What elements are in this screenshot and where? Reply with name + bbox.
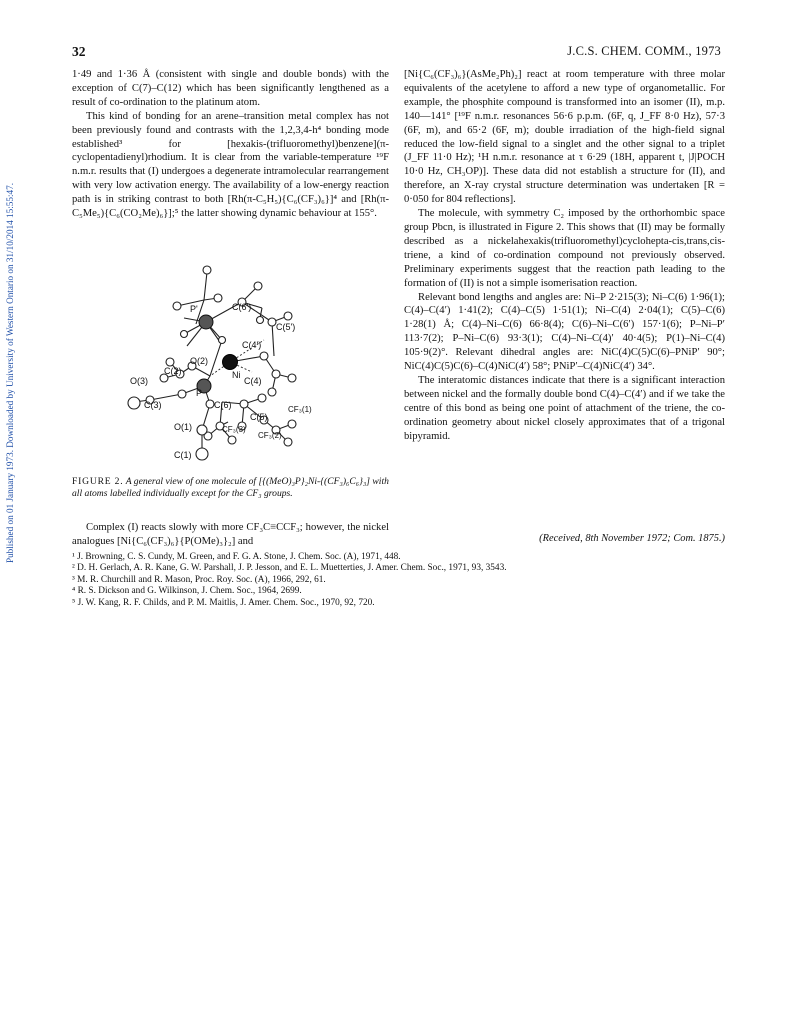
paragraph: Relevant bond lengths and angles are: Ni–P 2·215(3); Ni–C(6) 1·96(1); C(4)–C(4′) 1·41(2); C(4)–C(5) 1·51(1); Ni–C(4) 2·04(1); C(5)–C(6) 1·28(1) Å; C(4)–Ni–C(6) 66·8(4); C(6)–Ni–C(6′) 157·1(6); P–Ni–P′ 113·7(2); P–Ni–C(6) 93·3(1); C(4)–Ni–C(4)′ 40·4(5); P(1)–Ni–C(4) 105·9(2)°. Relevant dihedral angles are: NiC(4)C(5)C(6)–PNiP′ 90°; NiC(4)C(5)C(6)–C(4)NiC(4′) 58°; PNiP′–C(4)NiC(4′) 34°.	[404, 291, 725, 373]
atom-label: Ni	[232, 370, 241, 380]
atom-label: C(4)	[244, 376, 262, 386]
atom-label: O(2)	[190, 356, 208, 366]
atom-label: O(3)	[130, 376, 148, 386]
atom-label: C(5')	[276, 322, 296, 332]
atom-label: CF₃(3)	[222, 425, 246, 434]
figure-caption	[72, 476, 389, 500]
download-watermark	[2, 118, 18, 638]
references	[72, 552, 732, 609]
atom-label: C(6)	[214, 400, 232, 410]
paragraph: [Ni{C₆(CF₃)₆}(AsMe₂Ph)₂] react at room temperature with three molar equivalents of the acetylene to afford a new type of organometallic. For example, the phosphite compound is transformed into an isomer (II), m.p. 140—141° [¹⁹F n.m.r. resonances 56·6 p.p.m. (6F, q, J_FF 8·0 Hz), 57·3 (6F, m), and 65·2 (6F, m); double irradiation of the high-field signal reduced the low-field signal to a singlet and the other signal to a triplet (J_FF 11·0 Hz); ¹H n.m.r. resonance at τ 6·29 (18H, apparent t, |J|POCH 10·0 Hz, CH₃OP)]. These data did not establish a structure for (II), and therefore, an X-ray crystal structure determination was undertaken [R = 0·050 for 804 reflections].	[404, 69, 725, 206]
molecule-figure	[92, 262, 342, 474]
right-column	[404, 68, 725, 443]
reference-item: ³ M. R. Churchill and R. Mason, Proc. Roy. Soc. (A), 1966, 292, 61.	[72, 574, 326, 585]
atom-label: P	[196, 388, 203, 398]
paragraph: The molecule, with symmetry C₂ imposed by the orthorhombic space group Pbcn, is illustrated in Figure 2. This shows that (II) may be formally described as a nickelahexakis(trifluoromethyl)cyclohepta-cis,trans,cis-triene, a kind of co-ordination compound not previously observed. Preliminary experiments suggest that the reaction path leading to the formation of (II) is not a simple isomerisation reaction.	[404, 208, 725, 289]
paragraph: The interatomic distances indicate that there is a significant interaction between nickel and the formally double bond C(4)–C(4′) and if we take the centre of this bond as being one point of attachment of the triene, the co-ordination geometry about nickel closely approximates that of a trigonal bipyramid.	[404, 374, 725, 442]
paragraph: This kind of bonding for an arene–transition metal complex has not been previously found and contrasts with the 1,2,3,4-h⁴ bonding mode established³ for [hexakis-(trifluoromethyl)benzene](π-cyclopentadienyl)rhodium. It is clear from the variable-temperature ¹⁹F n.m.r. results that (I) undergoes a degenerate intramolecular rearrangement with very low activation energy. The availability of a low-energy reaction path is in striking contrast to both [Rh(π-C₅H₅){C₆(CF₃)₆}]⁴ and [Rh(π-C₅Me₅){C₆(CO₂Me)₆}];⁵ the latter showing dynamic behaviour at 155°.	[72, 110, 389, 220]
atom-label: P'	[190, 304, 198, 314]
paragraph: 1·49 and 1·36 Å (consistent with single and double bonds) with the exception of C(7)–C(12) which has been significantly lengthened as a result of co-ordination to the platinum atom.	[72, 69, 389, 108]
figure-caption-text: A general view of one molecule of [{(MeO)₃P}₂Ni-{(CF₃)₆C₆}₃] with all atoms labelled individually except for the CF₃ groups.	[72, 476, 389, 499]
atom-label: CF₃(2)	[258, 431, 282, 440]
atom-label: C(6')	[232, 302, 252, 312]
download-watermark-text: Published on 01 January 1973. Downloaded by University of Western Ontario on 31/10/2014 15:55:47.	[5, 182, 15, 564]
received-note: (Received, 8th November 1972; Com. 1875.)	[539, 533, 725, 544]
page-number: 32	[72, 44, 86, 59]
atom-label: O(1)	[174, 422, 192, 432]
atom-label: C(3)	[144, 400, 162, 410]
reference-item: ⁵ J. W. Kang, R. F. Childs, and P. M. Maitlis, J. Amer. Chem. Soc., 1970, 92, 720.	[72, 597, 375, 608]
atom-label: C(2)	[164, 366, 182, 376]
atom-label: C(5)	[250, 412, 268, 422]
reference-item: ⁴ R. S. Dickson and G. Wilkinson, J. Chem. Soc., 1964, 2699.	[72, 586, 302, 597]
paragraph: Complex (I) reacts slowly with more CF₃C≡CCF₃; however, the nickel analogues [Ni{C₆(CF₃)₆}{P(OMe)₃}₂] and	[72, 522, 389, 547]
left-column	[72, 68, 389, 221]
atom-label: C(4')	[242, 340, 262, 350]
figure-caption-label: FIGURE 2.	[72, 476, 124, 487]
left-column-continuation	[72, 521, 389, 549]
atom-label: C(1)	[174, 450, 192, 460]
journal-header: J.C.S. CHEM. COMM., 1973	[567, 44, 721, 58]
reference-item: ¹ J. Browning, C. S. Cundy, M. Green, and F. G. A. Stone, J. Chem. Soc. (A), 1971, 448.	[72, 552, 401, 562]
reference-item: ² D. H. Gerlach, A. R. Kane, G. W. Parshall, J. P. Jesson, and E. L. Muetterties, J. Amer. Chem. Soc., 1971, 93, 3543.	[72, 563, 507, 574]
atom-label: CF₃(1)	[288, 405, 312, 414]
